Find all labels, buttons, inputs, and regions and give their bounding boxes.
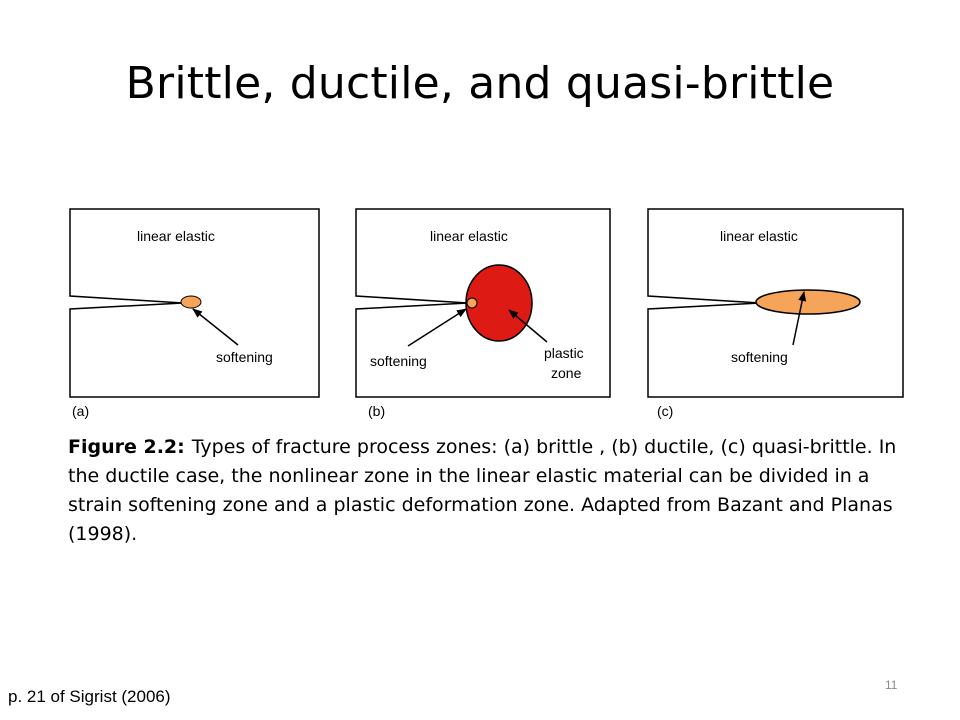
panel-c-region-label: linear elastic bbox=[720, 228, 798, 244]
panel-a-softening-label: softening bbox=[216, 349, 273, 365]
slide-title: Brittle, ductile, and quasi-brittle bbox=[125, 58, 835, 109]
panel-b-zone-label: zone bbox=[551, 365, 582, 381]
figure-caption-label: Figure 2.2: bbox=[68, 436, 185, 458]
panel-c-label: (c) bbox=[657, 403, 674, 419]
source-citation: p. 21 of Sigrist (2006) bbox=[8, 687, 171, 706]
panel-b-label: (b) bbox=[368, 403, 386, 419]
panel-c-softening-zone bbox=[756, 290, 860, 314]
panel-b-ductile bbox=[356, 209, 610, 419]
panel-a-brittle bbox=[70, 209, 319, 419]
panel-b-region-label: linear elastic bbox=[430, 228, 508, 244]
panel-b-softening-zone bbox=[467, 298, 477, 308]
panel-c-quasi-brittle bbox=[648, 209, 903, 419]
page-number: 11 bbox=[885, 678, 898, 692]
panel-a-label: (a) bbox=[72, 403, 90, 419]
panel-c-softening-label: softening bbox=[731, 349, 788, 365]
panel-b-plastic-label: plastic bbox=[544, 345, 584, 361]
figure-caption-text: Types of fracture process zones: (a) brittle , (b) ductile, (c) quasi-brittle. In the ductile case, the nonlinear zone in the linear elastic material can be divided in a strain softening zone and a plastic deformation zone. Adapted from Bazant and Planas (1998). bbox=[68, 436, 897, 545]
panel-b-softening-label: softening bbox=[370, 353, 427, 369]
panel-a-region-label: linear elastic bbox=[137, 228, 215, 244]
panel-a-softening-zone bbox=[181, 296, 201, 308]
figure-caption bbox=[68, 433, 910, 549]
panel-b-softening-arrow bbox=[408, 309, 466, 346]
panel-a-softening-arrow bbox=[193, 309, 238, 345]
